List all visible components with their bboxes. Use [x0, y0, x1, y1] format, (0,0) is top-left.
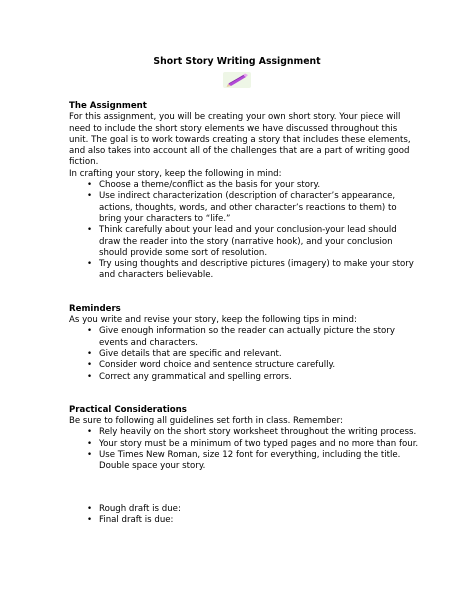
list-item: • Use indirect characterization (description of character’s appearance, actions, thoughts, words, and other character’s reactions to them) to bring your characters to “life.”	[69, 191, 419, 225]
section-heading-practical: Practical Considerations	[69, 404, 187, 415]
reminders-intro: As you write and revise your story, keep the following tips in mind:	[69, 315, 357, 326]
list-item: • Give details that are specific and relevant.	[69, 349, 419, 360]
list-item: • Choose a theme/conflict as the basis for your story.	[69, 180, 419, 191]
assignment-intro: In crafting your story, keep the following in mind:	[69, 168, 282, 179]
list-item: • Your story must be a minimum of two typed pages and no more than four.	[69, 439, 419, 450]
list-item: • Final draft is due:	[69, 515, 419, 526]
section-heading-assignment: The Assignment	[69, 101, 147, 111]
due-dates-list	[69, 504, 419, 527]
list-item: • Rough draft is due:	[69, 504, 419, 515]
assignment-paragraph: For this assignment, you will be creating your own short story. Your piece will need to include the short story elements we have discussed throughout this unit. The goal is to work towards creating a story that includes these elements, and also takes into account all of the challenges that are a part of writing good fiction.	[69, 112, 411, 168]
section-heading-reminders: Reminders	[69, 303, 121, 314]
list-item: • Think carefully about your lead and your conclusion-your lead should draw the reader into the story (narrative hook), and your conclusion should provide some sort of resolution.	[69, 225, 419, 259]
list-item: • Correct any grammatical and spelling errors.	[69, 372, 419, 383]
pencil-icon	[222, 71, 252, 89]
list-item: • Use Times New Roman, size 12 font for everything, including the title. Double space your story.	[69, 450, 419, 473]
page-title: Short Story Writing Assignment	[153, 56, 321, 67]
document-body	[69, 101, 419, 526]
list-item: • Try using thoughts and descriptive pictures (imagery) to make your story and characters believable.	[69, 259, 419, 282]
list-item: • Rely heavily on the short story worksheet throughout the writing process.	[69, 427, 419, 438]
practical-intro: Be sure to following all guidelines set forth in class. Remember:	[69, 416, 343, 427]
reminders-list	[69, 326, 419, 382]
practical-list	[69, 427, 419, 472]
list-item: • Consider word choice and sentence structure carefully.	[69, 360, 419, 371]
assignment-list	[69, 180, 419, 282]
list-item: • Give enough information so the reader can actually picture the story events and characters.	[69, 326, 419, 349]
